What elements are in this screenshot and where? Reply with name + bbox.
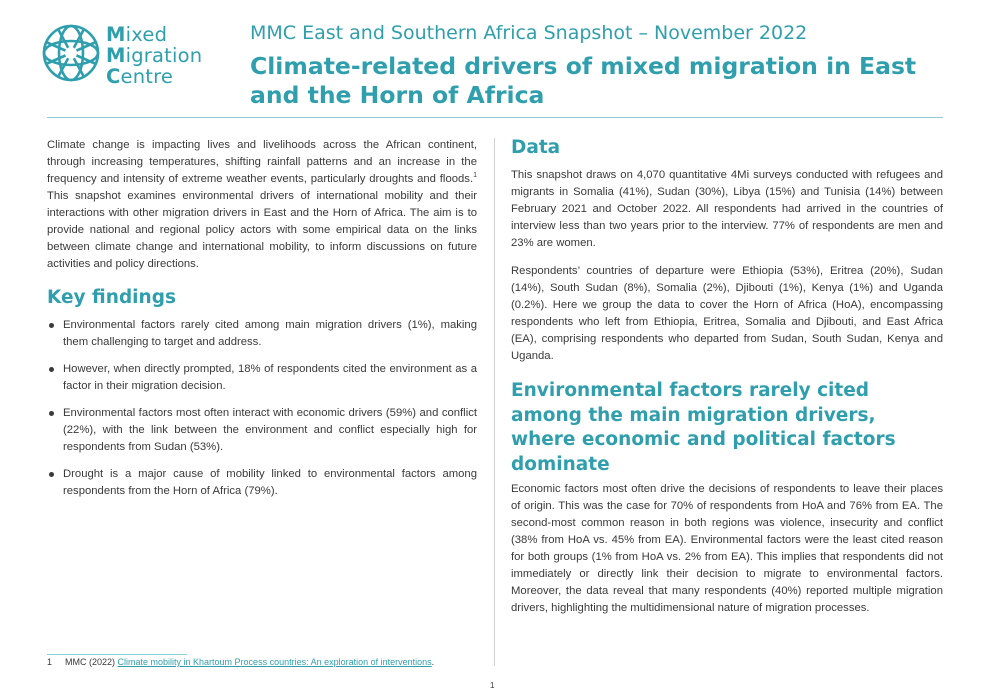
snapshot-subtitle: MMC East and Southern Africa Snapshot – November 2022 — [250, 22, 808, 44]
logo-wordmark: Mixed Migration Centre — [106, 23, 203, 88]
column-divider — [494, 138, 495, 666]
bullet-icon — [49, 472, 54, 477]
footnote-link[interactable]: Climate mobility in Khartoum Process countries: An exploration of interventions — [117, 657, 432, 667]
environmental-factors-paragraph: Economic factors most often drive the decisions of respondents to leave their places of origin. This was the case for 70% of respondents from HoA and 76% from EA. The second-most common reason in both regions was violence, insecurity and conflict (38% from HoA vs. 45% from EA). Environmental factors were the least cited reason for both groups (1% from HoA vs. 2% from EA). This implies that respondents did not immediately or directly link their decision to migrate to environmental factors. Moreover, the data reveal that many respondents (40%) reported multiple migration drivers, highlighting the multidimensional nature of migration processes. — [511, 483, 943, 614]
list-item: Environmental factors most often interact with economic drivers (59%) and conflict (22%), with the link between the environment and conflict especially high for respondents from Sudan (53%). — [47, 405, 477, 456]
data-paragraph-2: Respondents’ countries of departure were Ethiopia (53%), Eritrea (20%), Sudan (14%), South Sudan (8%), Somalia (2%), Djibouti (1%), Kenya (1%) and Uganda (0.2%). Here we group the data to cover the Horn of Africa (HoA), encompassing respondents who left from Ethiopia, Eritrea, Somalia and Djibouti, and East Africa (EA), comprising respondents who departed from Sudan, South Sudan, Kenya and Uganda. — [511, 265, 943, 362]
bullet-icon — [49, 411, 54, 416]
list-item: However, when directly prompted, 18% of respondents cited the environment as a factor in their migration decision. — [47, 361, 477, 395]
footnote-divider — [47, 654, 187, 655]
page-number: 1 — [490, 681, 495, 690]
environmental-factors-heading: Environmental factors rarely cited among the main migration drivers, where economic and political factors dominate — [511, 380, 896, 475]
data-heading: Data — [511, 137, 561, 158]
list-item: Drought is a major cause of mobility linked to environmental factors among respondents from the Horn of Africa (79%). — [47, 466, 477, 500]
globe-logo-icon — [40, 22, 102, 84]
key-findings-list — [47, 317, 477, 500]
bullet-icon — [49, 367, 54, 372]
left-column — [47, 137, 477, 510]
footnote: 1 MMC (2022) Climate mobility in Khartoum Process countries: An exploration of interventions. — [47, 657, 435, 667]
mmc-logo — [40, 22, 210, 94]
key-findings-heading: Key findings — [47, 287, 176, 308]
data-paragraph-1: This snapshot draws on 4,070 quantitative 4Mi surveys conducted with refugees and migrants in Somalia (41%), Sudan (30%), Libya (15%) and Tunisia (14%) between February 2021 and October 2022. All respondents had arrived in the countries of interview less than two years prior to the interview. 77% of respondents are men and 23% are women. — [511, 169, 943, 249]
page-title: Climate-related drivers of mixed migration in East and the Horn of Africa — [250, 52, 917, 109]
bullet-icon — [49, 323, 54, 328]
right-column — [511, 137, 943, 628]
footnote-ref[interactable]: 1 — [473, 172, 477, 180]
intro-paragraph: Climate change is impacting lives and livelihoods across the African continent, through increasing temperatures, shifting rainfall patterns and an increase in the frequency and intensity of extreme weather events, particularly droughts and floods.$^1$ This snapshot examines environmental drivers of international mobility and their interactions with other migration drivers in East and the Horn of Africa. The aim is to provide national and regional policy actors with some empirical data on the links between climate change and international mobility, to inform discussions on future activities and policy directions. — [47, 139, 477, 270]
list-item: Environmental factors rarely cited among main migration drivers (1%), making them challenging to target and address. — [47, 317, 477, 351]
footnote-number: 1 — [47, 657, 53, 667]
header-divider — [47, 117, 943, 118]
